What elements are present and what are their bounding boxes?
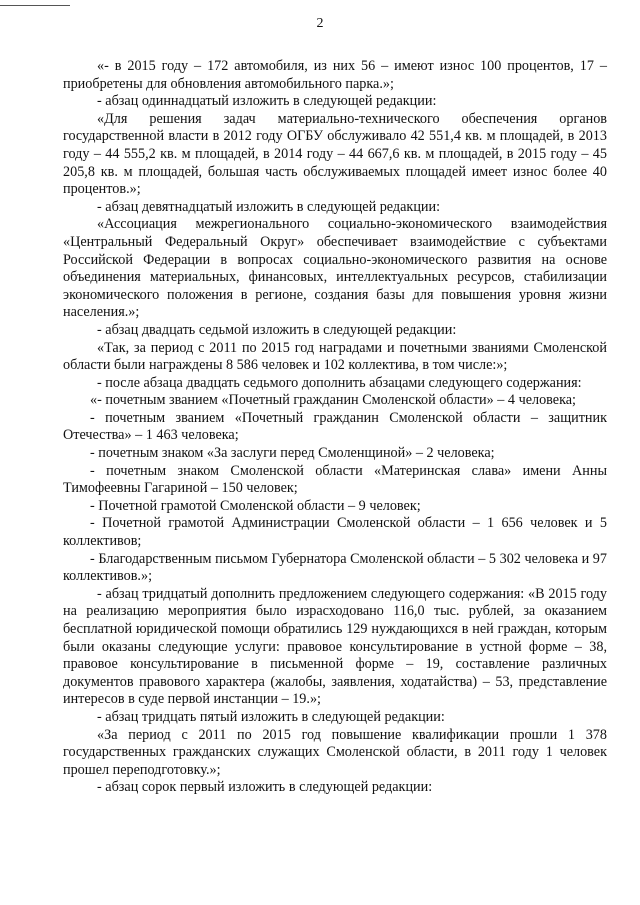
document-body xyxy=(63,58,607,797)
page-number: 2 xyxy=(316,16,324,31)
paragraph: - абзац девятнадцатый изложить в следующей редакции: xyxy=(97,198,441,215)
paragraph: «- в 2015 году – 172 автомобиля, из них 56 – имеют износ 100 процентов, 17 – приобретены для обновления автомобильного парка.»; xyxy=(63,58,607,92)
list-item: - Благодарственным письмом Губернатора Смоленской области – 5 302 человека и 97 коллективов.»; xyxy=(63,550,607,585)
paragraph: - абзац сорок первый изложить в следующей редакции: xyxy=(97,779,433,796)
paragraph: - абзац тридцать пятый изложить в следующей редакции: xyxy=(97,708,445,725)
paragraph: - после абзаца двадцать седьмого дополнить абзацами следующего содержания: xyxy=(97,374,582,391)
paragraph: - абзац двадцать седьмой изложить в следующей редакции: xyxy=(97,321,457,338)
paragraph: - абзац одиннадцатый изложить в следующей редакции: xyxy=(97,93,437,110)
list-item: - почетным знаком Смоленской области «Материнская слава» имени Анны Тимофеевны Гагариной – 150 человек; xyxy=(63,462,607,497)
paragraph: «Ассоциация межрегионального социально-экономического взаимодействия «Центральный Федеральный Округ» обеспечивает взаимодействие с субъектами Российской Федерации в вопросах социально-экономического развития на основе объединения материальных, финансовых, интеллектуальных ресурсов, стабилизации экономического положения в регионе, создания базы для повышения уровня жизни населения.»; xyxy=(63,216,607,321)
list-item: - почетным знаком «За заслуги перед Смоленщиной» – 2 человека; xyxy=(90,445,495,462)
list-item: - почетным званием «Почетный гражданин Смоленской области – защитник Отечества» – 1 463 человека; xyxy=(63,409,607,444)
list-item: «- почетным званием «Почетный гражданин Смоленской области» – 4 человека; xyxy=(90,392,577,409)
list-item: - Почетной грамотой Администрации Смоленской области – 1 656 человек и 5 коллективов; xyxy=(63,515,607,550)
paragraph: «Для решения задач материально-технического обеспечения органов государственной власти в 2012 году ОГБУ обслуживало 42 551,4 кв. м площадей, в 2013 году – 44 555,2 кв. м площадей, в 2014 году – 44 667,6 кв. м площадей, в 2015 году – 45 205,8 кв. м площадей, большая часть обслуживаемых площадей имеет износ более 40 процентов.»; xyxy=(63,110,607,198)
list-item: - Почетной грамотой Смоленской области – 9 человек; xyxy=(90,497,421,514)
paragraph: «За период с 2011 по 2015 год повышение квалификации прошли 1 378 государственных гражданских служащих Смоленской области, в 2011 году 1 человек прошел переподготовку.»; xyxy=(63,726,607,778)
paragraph: «Так, за период с 2011 по 2015 год наградами и почетными званиями Смоленской области были награждены 8 586 человек и 102 коллектива, в том числе:»; xyxy=(63,339,607,374)
paragraph: - абзац тридцатый дополнить предложением следующего содержания: «В 2015 году на реализацию мероприятия было израсходовано 116,0 тыс. рублей, за оказанием бесплатной юридической помощи обратились 129 нуждающихся в ней граждан, которым были оказаны следующие услуги: правовое консультирование в устной форме – 38, правовое консультирование в письменной форме – 19, составление различных документов правового характера (жалобы, заявления, ходатайства) – 53, представление интересов в суде первой инстанции – 19.»; xyxy=(63,585,607,708)
scan-corner-line xyxy=(0,5,70,6)
